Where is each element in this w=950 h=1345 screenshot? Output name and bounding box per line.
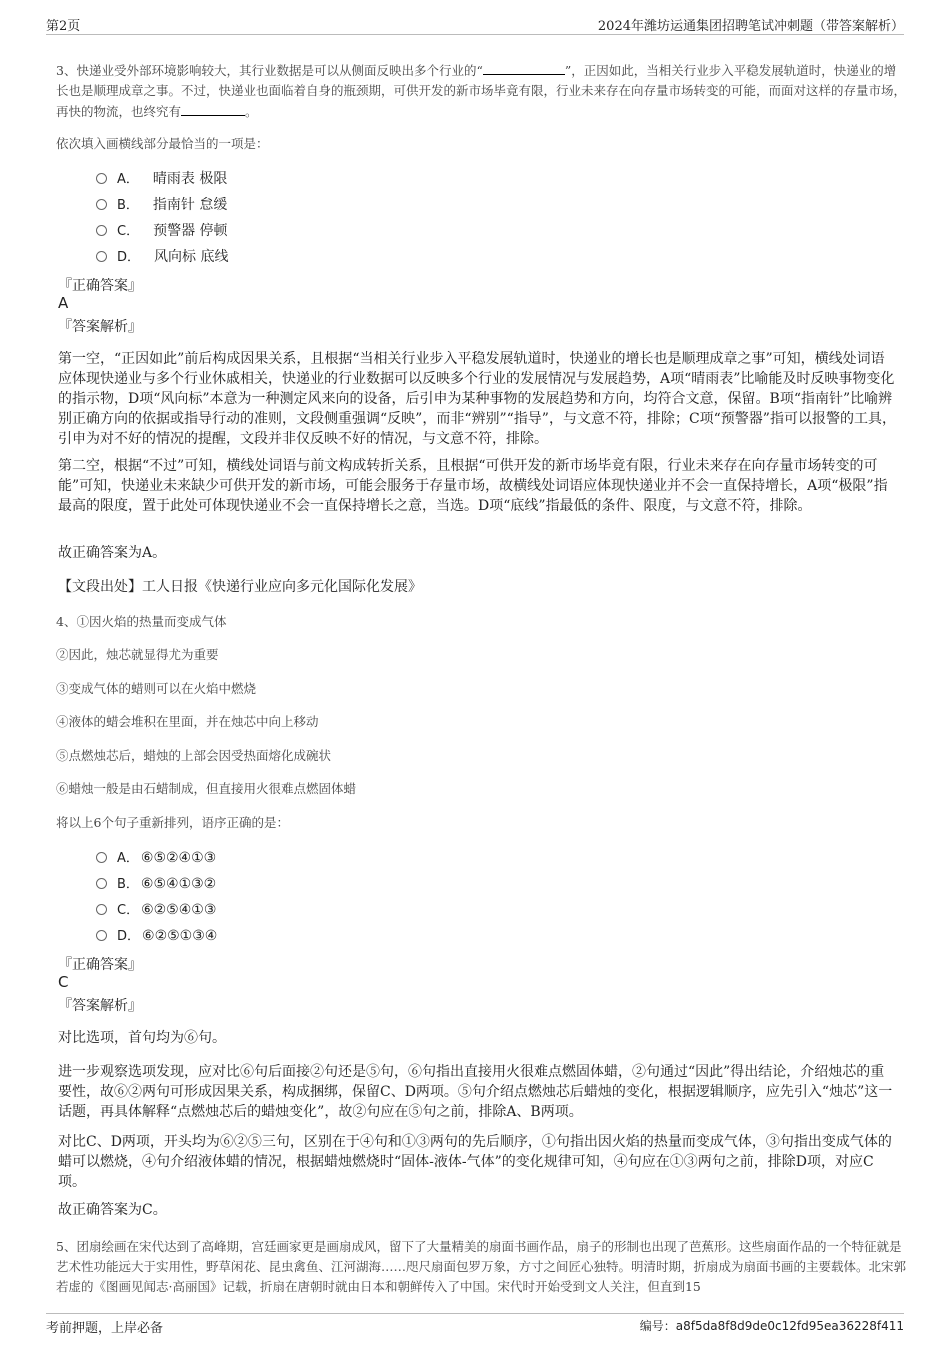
q4-answer: C: [58, 973, 69, 991]
q3-analysis-para-1: 第一空，“正因如此”前后构成因果关系，且根据“当相关行业步入平稳发展轨道时，快递业的增长也是顺理成章之事”可知，横线处词语应体现快递业与多个行业休戚相关，快递业的行业数据可以反映多个行业的发展情况与发展趋势，A项“晴雨表”比喻能及时反映事物变化的指示物，D项“风向标”本意为一种测定风来向的设备，后引申为某种事物的发展趋势和方向，均符合文意，保留。B项“指南针”比喻辨别正确方向的依据或指导行动的准则，文段侧重强调“反映”，而非“辨别”“指导”，与文意不符，排除；C项“预警器”指可以报警的工具，引申为对不好的情况的提醒，文段并非仅反映不好的情况，与文意不符，排除。: [58, 351, 896, 447]
q4-sentence-5: ⑤点燃烛芯后，蜡烛的上部会因受热面熔化成碗状: [56, 748, 332, 763]
document-title: 2024年潍坊运通集团招聘笔试冲刺题（带答案解析）: [597, 19, 904, 34]
q4-sentence-1: 4、①因火焰的热量而变成气体: [56, 614, 227, 629]
q3-option-c[interactable]: C． 预警器 停顿: [96, 220, 228, 242]
q4-option-a[interactable]: A． ⑥⑤②④①③: [96, 847, 216, 869]
q3-option-b[interactable]: B． 指南针 怠缓: [96, 194, 227, 216]
q4-sentence-3: ③变成气体的蜡则可以在火焰中燃烧: [56, 681, 257, 696]
footer-slogan: 考前押题，上岸必备: [46, 1321, 164, 1336]
q4-analysis-para-2: 进一步观察选项发现，应对比⑥句后面接②句还是⑤句，⑥句指出直接用火很难点燃固体蜡，②句通过“因此”得出结论，介绍烛芯的重要性，故⑥②两句可形成因果关系，构成捆绑，保留C、D两项。⑤句介绍点燃烛芯后蜡烛的变化，根据逻辑顺序，应先引入“烛芯”这一话题，再具体解释“点燃烛芯后的蜡烛变化”，故②句应在⑤句之前，排除A、B两项。: [58, 1064, 893, 1120]
q4-analysis-conclusion: 故正确答案为C。: [58, 1202, 167, 1218]
q3-source: 【文段出处】工人日报《快递行业应向多元化国际化发展》: [58, 579, 422, 595]
radio-icon[interactable]: [96, 878, 107, 889]
radio-icon[interactable]: [96, 199, 107, 210]
q4-analysis-label: 『答案解析』: [58, 998, 142, 1014]
q3-stem: 3、快递业受外部环境影响较大，其行业数据是可以从侧面反映出多个行业的“ ”，正因如此，当相关行业步入平稳发展轨道时，快递业的增长也是顺理成章之事。不过，快递业也面临着自身的瓶颈期，可供开发的新市场毕竟有限，行业未来存在向存量市场转变的可能，而面对这样的存量市场，再快的物流，也终究有 。: [56, 60, 906, 122]
q4-option-c[interactable]: C． ⑥②⑤④①③: [96, 899, 216, 921]
q4-answer-label: 『正确答案』: [58, 957, 142, 973]
q4-option-d[interactable]: D． ⑥②⑤①③④: [96, 925, 217, 947]
q3-answer: A: [58, 294, 69, 312]
page-footer: [46, 1313, 904, 1334]
q4-option-b[interactable]: B． ⑥⑤④①③②: [96, 873, 216, 895]
q3-option-d[interactable]: D． 风向标 底线: [96, 246, 228, 268]
radio-icon[interactable]: [96, 904, 107, 915]
radio-icon[interactable]: [96, 852, 107, 863]
radio-icon[interactable]: [96, 930, 107, 941]
code-label: 编号：: [639, 1319, 676, 1333]
q3-prompt: 依次填入画横线部分最恰当的一项是：: [56, 136, 269, 151]
q4-prompt: 将以上6个句子重新排列，语序正确的是：: [56, 815, 289, 830]
q3-answer-label: 『正确答案』: [58, 278, 142, 294]
q4-analysis-para-1: 对比选项，首句均为⑥句。: [58, 1030, 226, 1046]
blank-1: [483, 60, 565, 75]
q5-stem: 5、团扇绘画在宋代达到了高峰期，宫廷画家更是画扇成风，留下了大量精美的扇面书画作品，扇子的形制也出现了芭蕉形。这些扇面作品的一个特征就是艺术性功能远大于实用性，野草闲花、昆虫禽鱼、江河湖海……咫尺扇面包罗万象，方寸之间匠心独特。明清时期，折扇成为扇面书画的主要载体。北宋郭若虚的《图画见闻志·高丽国》记载，折扇在唐朝时就由日本和朝鲜传入了中国。宋代时开始受到文人关注，但直到15: [56, 1239, 906, 1294]
radio-icon[interactable]: [96, 251, 107, 262]
blank-2: [181, 101, 245, 116]
q4-sentence-6: ⑥蜡烛一般是由石蜡制成，但直接用火很难点燃固体蜡: [56, 781, 357, 796]
q4-sentence-4: ④液体的蜡会堆积在里面，并在烛芯中向上移动: [56, 714, 319, 729]
radio-icon[interactable]: [96, 225, 107, 236]
document-code: [640, 1317, 904, 1334]
page-number: 第2页: [46, 19, 81, 34]
q3-analysis-conclusion: 故正确答案为A。: [58, 545, 167, 561]
q4-sentence-2: ②因此，烛芯就显得尤为重要: [56, 647, 219, 662]
page-header: [46, 14, 904, 35]
q3-analysis-para-2: 第二空，根据“不过”可知，横线处词语与前文构成转折关系，且根据“可供开发的新市场毕竟有限，行业未来存在向存量市场转变的可能”可知，快递业未来缺少可供开发的新市场，可能会服务于存量市场，故横线处词语应体现快递业并不会一直保持增长，A项“极限”指最高的限度，置于此处可体现快递业不会一直保持增长之意，当选。D项“底线”指最低的条件、限度，与文意不符，排除。: [58, 458, 888, 514]
code-value: a8f5da8f8d9de0c12fd95ea36228f411: [675, 1319, 904, 1333]
q3-analysis-label: 『答案解析』: [58, 319, 142, 335]
q3-option-a[interactable]: A． 晴雨表 极限: [96, 168, 227, 190]
q4-analysis-para-3: 对比C、D两项，开头均为⑥②⑤三句，区别在于④句和①③两句的先后顺序，①句指出因火焰的热量而变成气体，③句指出变成气体的蜡可以燃烧，④句介绍液体蜡的情况，根据蜡烛燃烧时“固体-液体-气体”的变化规律可知，④句应在①③两句之前，排除D项，对应C项。: [58, 1134, 892, 1190]
radio-icon[interactable]: [96, 173, 107, 184]
